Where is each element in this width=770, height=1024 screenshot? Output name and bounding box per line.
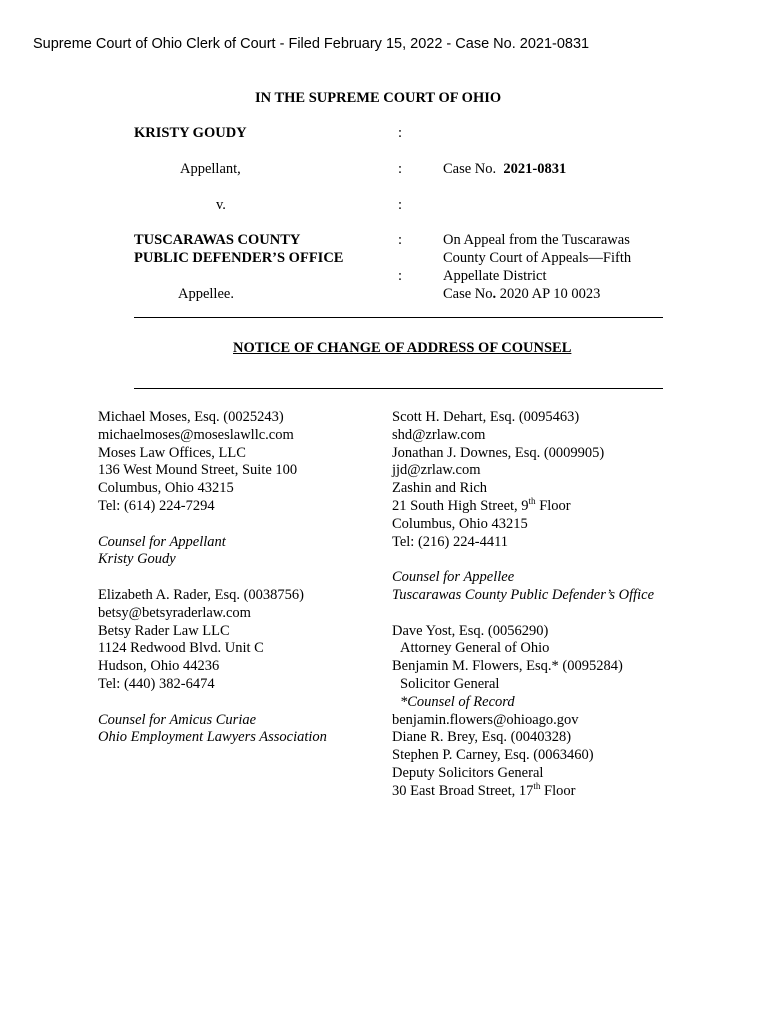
counsel-name: Dave Yost, Esq. (0056290) <box>392 622 549 639</box>
case-number-value: 2021-0831 <box>503 161 567 177</box>
counsel-email: benjamin.flowers@ohioago.gov <box>392 711 579 728</box>
appellant-name: KRISTY GOUDY <box>134 125 247 141</box>
counsel-name: Jonathan J. Downes, Esq. (0009905) <box>392 444 605 461</box>
counsel-street <box>392 780 654 801</box>
case-number-label: Case No. <box>443 161 497 177</box>
counsel-email: michaelmoses@moseslawllc.com <box>98 426 294 443</box>
counsel-name: Scott H. Dehart, Esq. (0095463) <box>392 409 580 425</box>
counsel-of-record-note: *Counsel of Record <box>400 693 515 710</box>
caption-colon: : <box>398 125 403 141</box>
counsel-street: 136 West Mound Street, Suite 100 <box>98 462 298 479</box>
left-counsel-column <box>98 409 327 747</box>
counsel-role: Counsel for Amicus Curiae <box>98 711 257 728</box>
counsel-title: Attorney General of Ohio <box>400 640 550 657</box>
street-floor: Floor <box>535 497 571 514</box>
counsel-name: Michael Moses, Esq. (0025243) <box>98 409 284 425</box>
appellee-name-line1: TUSCARAWAS COUNTY <box>134 232 301 248</box>
counsel-email: shd@zrlaw.com <box>392 426 486 443</box>
court-title: IN THE SUPREME COURT OF OHIO <box>255 90 502 106</box>
counsel-client: Tuscarawas County Public Defender’s Office <box>392 586 655 603</box>
title-divider <box>134 388 663 389</box>
case-number <box>443 160 566 178</box>
versus-label: v. <box>216 197 226 213</box>
counsel-title: Solicitor General <box>400 675 500 692</box>
counsel-email: jjd@zrlaw.com <box>392 462 481 479</box>
caption-divider <box>134 317 663 318</box>
filing-header: Supreme Court of Ohio Clerk of Court - Filed February 15, 2022 - Case No. 2021-0831 <box>33 36 590 52</box>
counsel-client: Ohio Employment Lawyers Association <box>98 729 327 746</box>
counsel-city: Hudson, Ohio 44236 <box>98 658 220 675</box>
appeal-case-number <box>443 285 600 303</box>
right-counsel-column <box>392 409 654 801</box>
counsel-role: Counsel for Appellant <box>98 533 226 550</box>
street-floor: Floor <box>540 782 576 799</box>
counsel-firm: Moses Law Offices, LLC <box>98 444 246 461</box>
counsel-name: Elizabeth A. Rader, Esq. (0038756) <box>98 586 304 603</box>
counsel-street: 1124 Redwood Blvd. Unit C <box>98 640 264 657</box>
counsel-phone: Tel: (614) 224-7294 <box>98 497 215 514</box>
appeal-line-2: County Court of Appeals—Fifth <box>443 250 632 266</box>
appellee-role: Appellee. <box>178 286 234 302</box>
ordinal-suffix: th <box>533 780 541 791</box>
appeal-line-1: On Appeal from the Tuscarawas <box>443 232 630 248</box>
appeal-line-3: Appellate District <box>443 268 547 284</box>
counsel-city: Columbus, Ohio 43215 <box>392 515 528 532</box>
counsel-name: Diane R. Brey, Esq. (0040328) <box>392 729 572 746</box>
appeal-case-value: 2020 AP 10 0023 <box>496 286 601 302</box>
caption-colon: : <box>398 268 403 284</box>
appeal-case-dot: . <box>492 286 497 302</box>
caption-colon: : <box>398 232 403 248</box>
counsel-firm: Betsy Rader Law LLC <box>98 622 230 639</box>
appellant-role: Appellant, <box>180 161 241 177</box>
caption-colon: : <box>398 161 403 177</box>
counsel-title: Deputy Solicitors General <box>392 764 544 781</box>
appeal-case-label: Case No <box>443 286 493 302</box>
notice-title: NOTICE OF CHANGE OF ADDRESS OF COUNSEL <box>233 340 572 356</box>
counsel-firm: Zashin and Rich <box>392 480 488 497</box>
counsel-phone: Tel: (216) 224-4411 <box>392 533 509 550</box>
counsel-city: Columbus, Ohio 43215 <box>98 480 234 497</box>
street-text: 30 East Broad Street, 17 <box>392 782 534 799</box>
counsel-name: Benjamin M. Flowers, Esq.* (0095284) <box>392 658 623 675</box>
ordinal-suffix: th <box>528 496 536 507</box>
counsel-phone: Tel: (440) 382-6474 <box>98 675 215 692</box>
street-text: 21 South High Street, 9 <box>392 497 529 514</box>
counsel-name: Stephen P. Carney, Esq. (0063460) <box>392 747 594 764</box>
counsel-role: Counsel for Appellee <box>392 569 515 586</box>
counsel-client: Kristy Goudy <box>98 551 176 568</box>
counsel-email: betsy@betsyraderlaw.com <box>98 604 251 621</box>
caption-colon: : <box>398 197 403 213</box>
counsel-street <box>392 498 654 516</box>
appellee-name-line2: PUBLIC DEFENDER’S OFFICE <box>134 250 344 266</box>
